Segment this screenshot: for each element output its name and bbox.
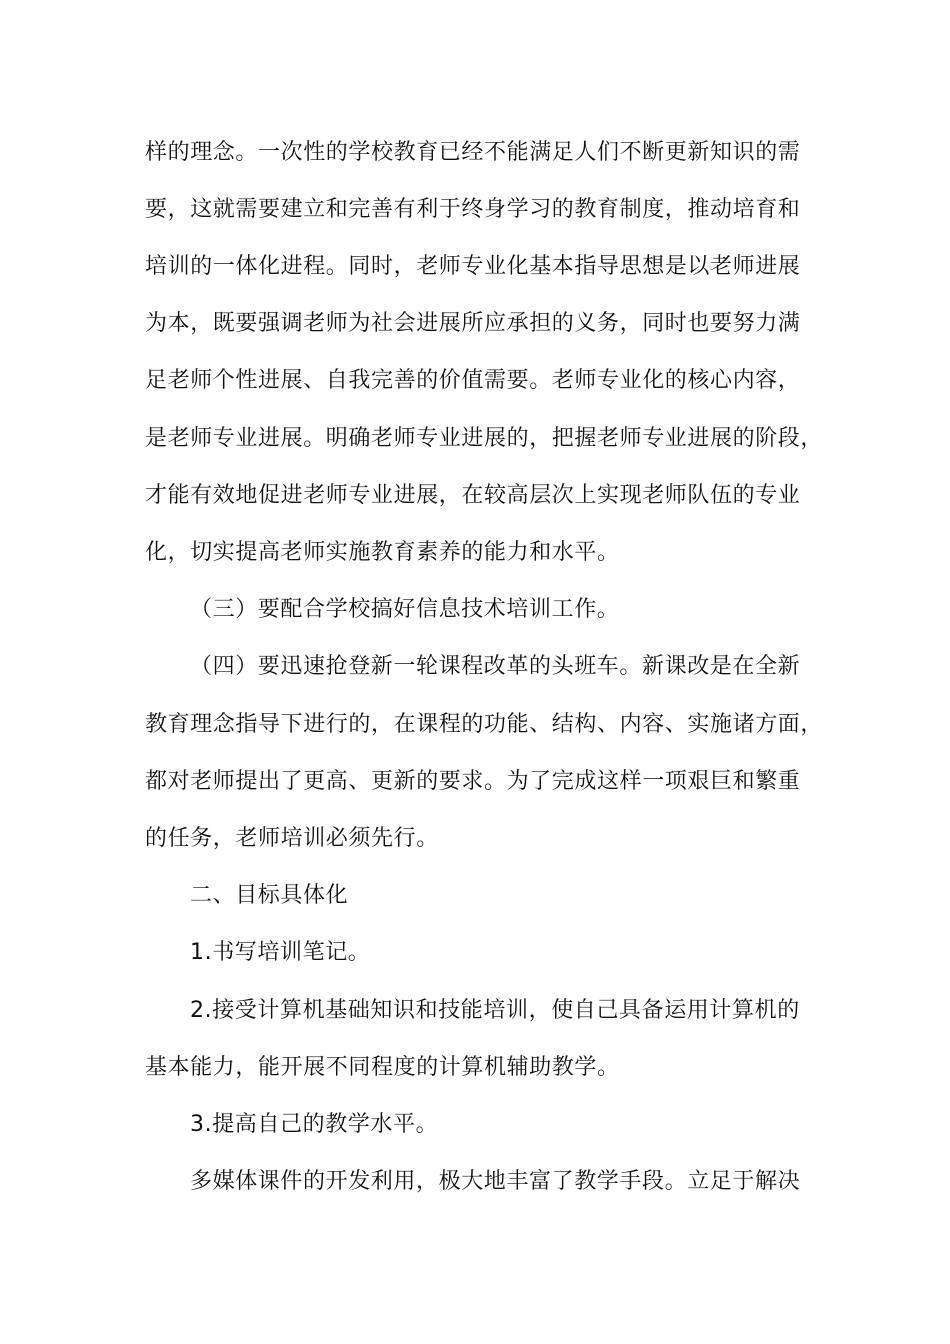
list-item: 2.接受计算机基础知识和技能培训，使自己具备运用计算机的 bbox=[190, 998, 800, 1023]
text-line: 样的理念。一次性的学校教育已经不能满足人们不断更新知识的需 bbox=[145, 140, 801, 165]
text-line: （四）要迅速抢登新一轮课程改革的头班车。新课改是在全新 bbox=[190, 654, 801, 679]
list-item: 1.书写培训笔记。 bbox=[190, 940, 371, 965]
text-line: 化，切实提高老师实施教育素养的能力和水平。 bbox=[145, 540, 620, 565]
text-line: 培训的一体化进程。同时，老师专业化基本指导思想是以老师进展 bbox=[145, 254, 801, 279]
text-line: 都对老师提出了更高、更新的要求。为了完成这样一项艰巨和繁重 bbox=[145, 769, 801, 794]
section-heading: 二、目标具体化 bbox=[190, 883, 349, 908]
text-line: 基本能力，能开展不同程度的计算机辅助教学。 bbox=[145, 1055, 620, 1080]
text-line: 才能有效地促进老师专业进展，在较高层次上实现老师队伍的专业 bbox=[145, 483, 801, 508]
text-line: （三）要配合学校搞好信息技术培训工作。 bbox=[190, 597, 620, 622]
text-line: 多媒体课件的开发利用，极大地丰富了教学手段。立足于解决 bbox=[190, 1169, 801, 1194]
text-line: 教育理念指导下进行的，在课程的功能、结构、内容、实施诸方面， bbox=[145, 712, 824, 737]
text-line: 为本，既要强调老师为社会进展所应承担的义务，同时也要努力满 bbox=[145, 311, 801, 336]
text-line: 是老师专业进展。明确老师专业进展的，把握老师专业进展的阶段， bbox=[145, 426, 824, 451]
list-item: 3.提高自己的教学水平。 bbox=[190, 1112, 439, 1137]
text-line: 要，这就需要建立和完善有利于终身学习的教育制度，推动培育和 bbox=[145, 197, 801, 222]
text-line: 足老师个性进展、自我完善的价值需要。老师专业化的核心内容， bbox=[145, 368, 801, 393]
text-line: 的任务，老师培训必须先行。 bbox=[145, 826, 439, 851]
